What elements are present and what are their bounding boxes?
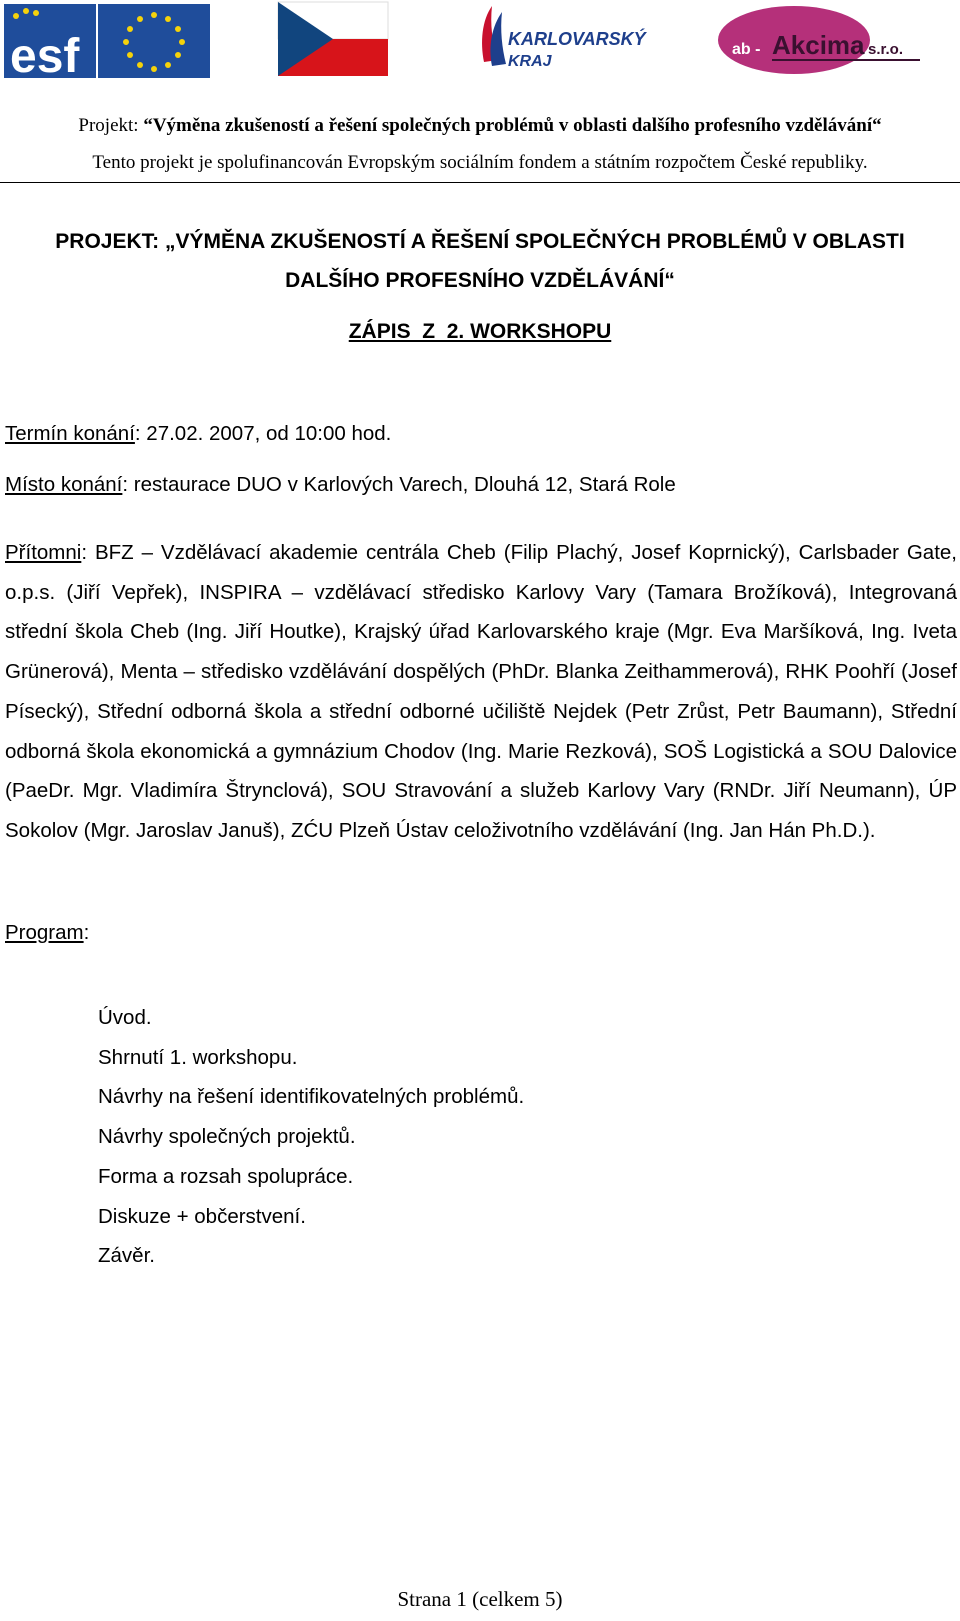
esf-text: esf	[10, 30, 80, 83]
svg-text:Akcima: Akcima	[772, 30, 865, 60]
czech-flag	[278, 2, 388, 76]
project-header	[0, 115, 960, 137]
svg-text:KARLOVARSKÝ: KARLOVARSKÝ	[508, 29, 646, 49]
termin-row	[5, 422, 391, 446]
document-title-line2: DALŠÍHO PROFESNÍHO VZDĚLÁVÁNÍ“	[285, 269, 675, 292]
program-item: Diskuze + občerstvení.	[98, 1204, 306, 1228]
subtitle-text: ZÁPIS Z 2. WORKSHOPU	[348, 320, 612, 343]
akcima-logo	[716, 2, 924, 74]
program-item: Návrhy na řešení identifikovatelných problémů.	[98, 1085, 525, 1109]
pritomni-paragraph	[5, 533, 957, 851]
termin-value: : 27.02. 2007, od 10:00 hod.	[134, 422, 392, 445]
document-subtitle	[0, 320, 960, 344]
program-heading: Program:	[5, 921, 90, 944]
page-number: Strana 1 (celkem 5)	[397, 1587, 563, 1611]
svg-text:s.r.o.: s.r.o.	[868, 41, 904, 58]
program-item: Shrnutí 1. workshopu.	[98, 1045, 298, 1069]
document-title-line1: PROJEKT: „VÝMĚNA ZKUŠENOSTÍ A ŘEŠENÍ SPOLEČNÝCH PROBLÉMŮ V OBLASTI	[55, 230, 905, 253]
header-project-name: “Výměna zkušeností a řešení společných problémů v oblasti dalšího profesního vzdělávání“	[143, 115, 882, 136]
misto-row	[5, 473, 676, 497]
program-item: Závěr.	[98, 1244, 155, 1268]
misto-value: : restaurace DUO v Karlových Varech, Dlouhá 12, Stará Role	[122, 473, 676, 496]
program-item: Návrhy společných projektů.	[98, 1125, 356, 1149]
karlovarsky-kraj-logo	[478, 2, 646, 74]
program-item: Úvod.	[98, 1006, 152, 1029]
svg-text:ab -: ab -	[732, 41, 761, 58]
program-list	[98, 998, 524, 1276]
termin-label: Termín konání	[5, 422, 135, 445]
misto-label: Místo konání	[5, 473, 123, 496]
header-divider	[0, 182, 960, 183]
program-item: Forma a rozsah spolupráce.	[98, 1164, 354, 1188]
kraj-swoosh-blue	[490, 12, 506, 66]
funding-note: Tento projekt je spolufinancován Evropským sociálním fondem a státním rozpočtem České republiky.	[92, 152, 868, 173]
svg-text:KRAJ: KRAJ	[508, 53, 552, 70]
header-prefix: Projekt:	[78, 115, 144, 136]
esf-eu-logo	[4, 2, 210, 83]
pritomni-value: : BFZ – Vzdělávací akademie centrála Cheb (Filip Plachý, Josef Koprnický), Carlsbader Gate, o.p.s. (Jiří Vepřek), INSPIRA – vzdělávací středisko Karlovy Vary (Tamara Brožíková), Integrovaná střední škola Cheb (Ing. Jiří Houtke), Krajský úřad Karlovarského kraje (Mgr. Eva Maršíková, Ing. Iveta Grünerová), Menta – středisko vzdělávání dospělých (PhDr. Blanka Zeithammerová), RHK Poohří (Josef Písecký), Střední odborná škola a střední odborné učiliště Nejdek (Petr Zrůst, Petr Baumann), Střední odborná škola ekonomická a gymnázium Chodov (Ing. Marie Rezková), SOŠ Logistická a SOU Dalovice (PaeDr. Mgr. Vladimíra Štrynclová), SOU Stravování a služeb Karlovy Vary (RNDr. Jiří Neumann), ÚP Sokolov (Mgr. Jaroslav Januš), ZĆU Plzeň Ústav celoživotního vzdělávání (Ing. Jan Hán Ph.D.).	[5, 541, 957, 842]
program-label: Program	[5, 921, 84, 944]
pritomni-label: Přítomni	[5, 541, 82, 564]
